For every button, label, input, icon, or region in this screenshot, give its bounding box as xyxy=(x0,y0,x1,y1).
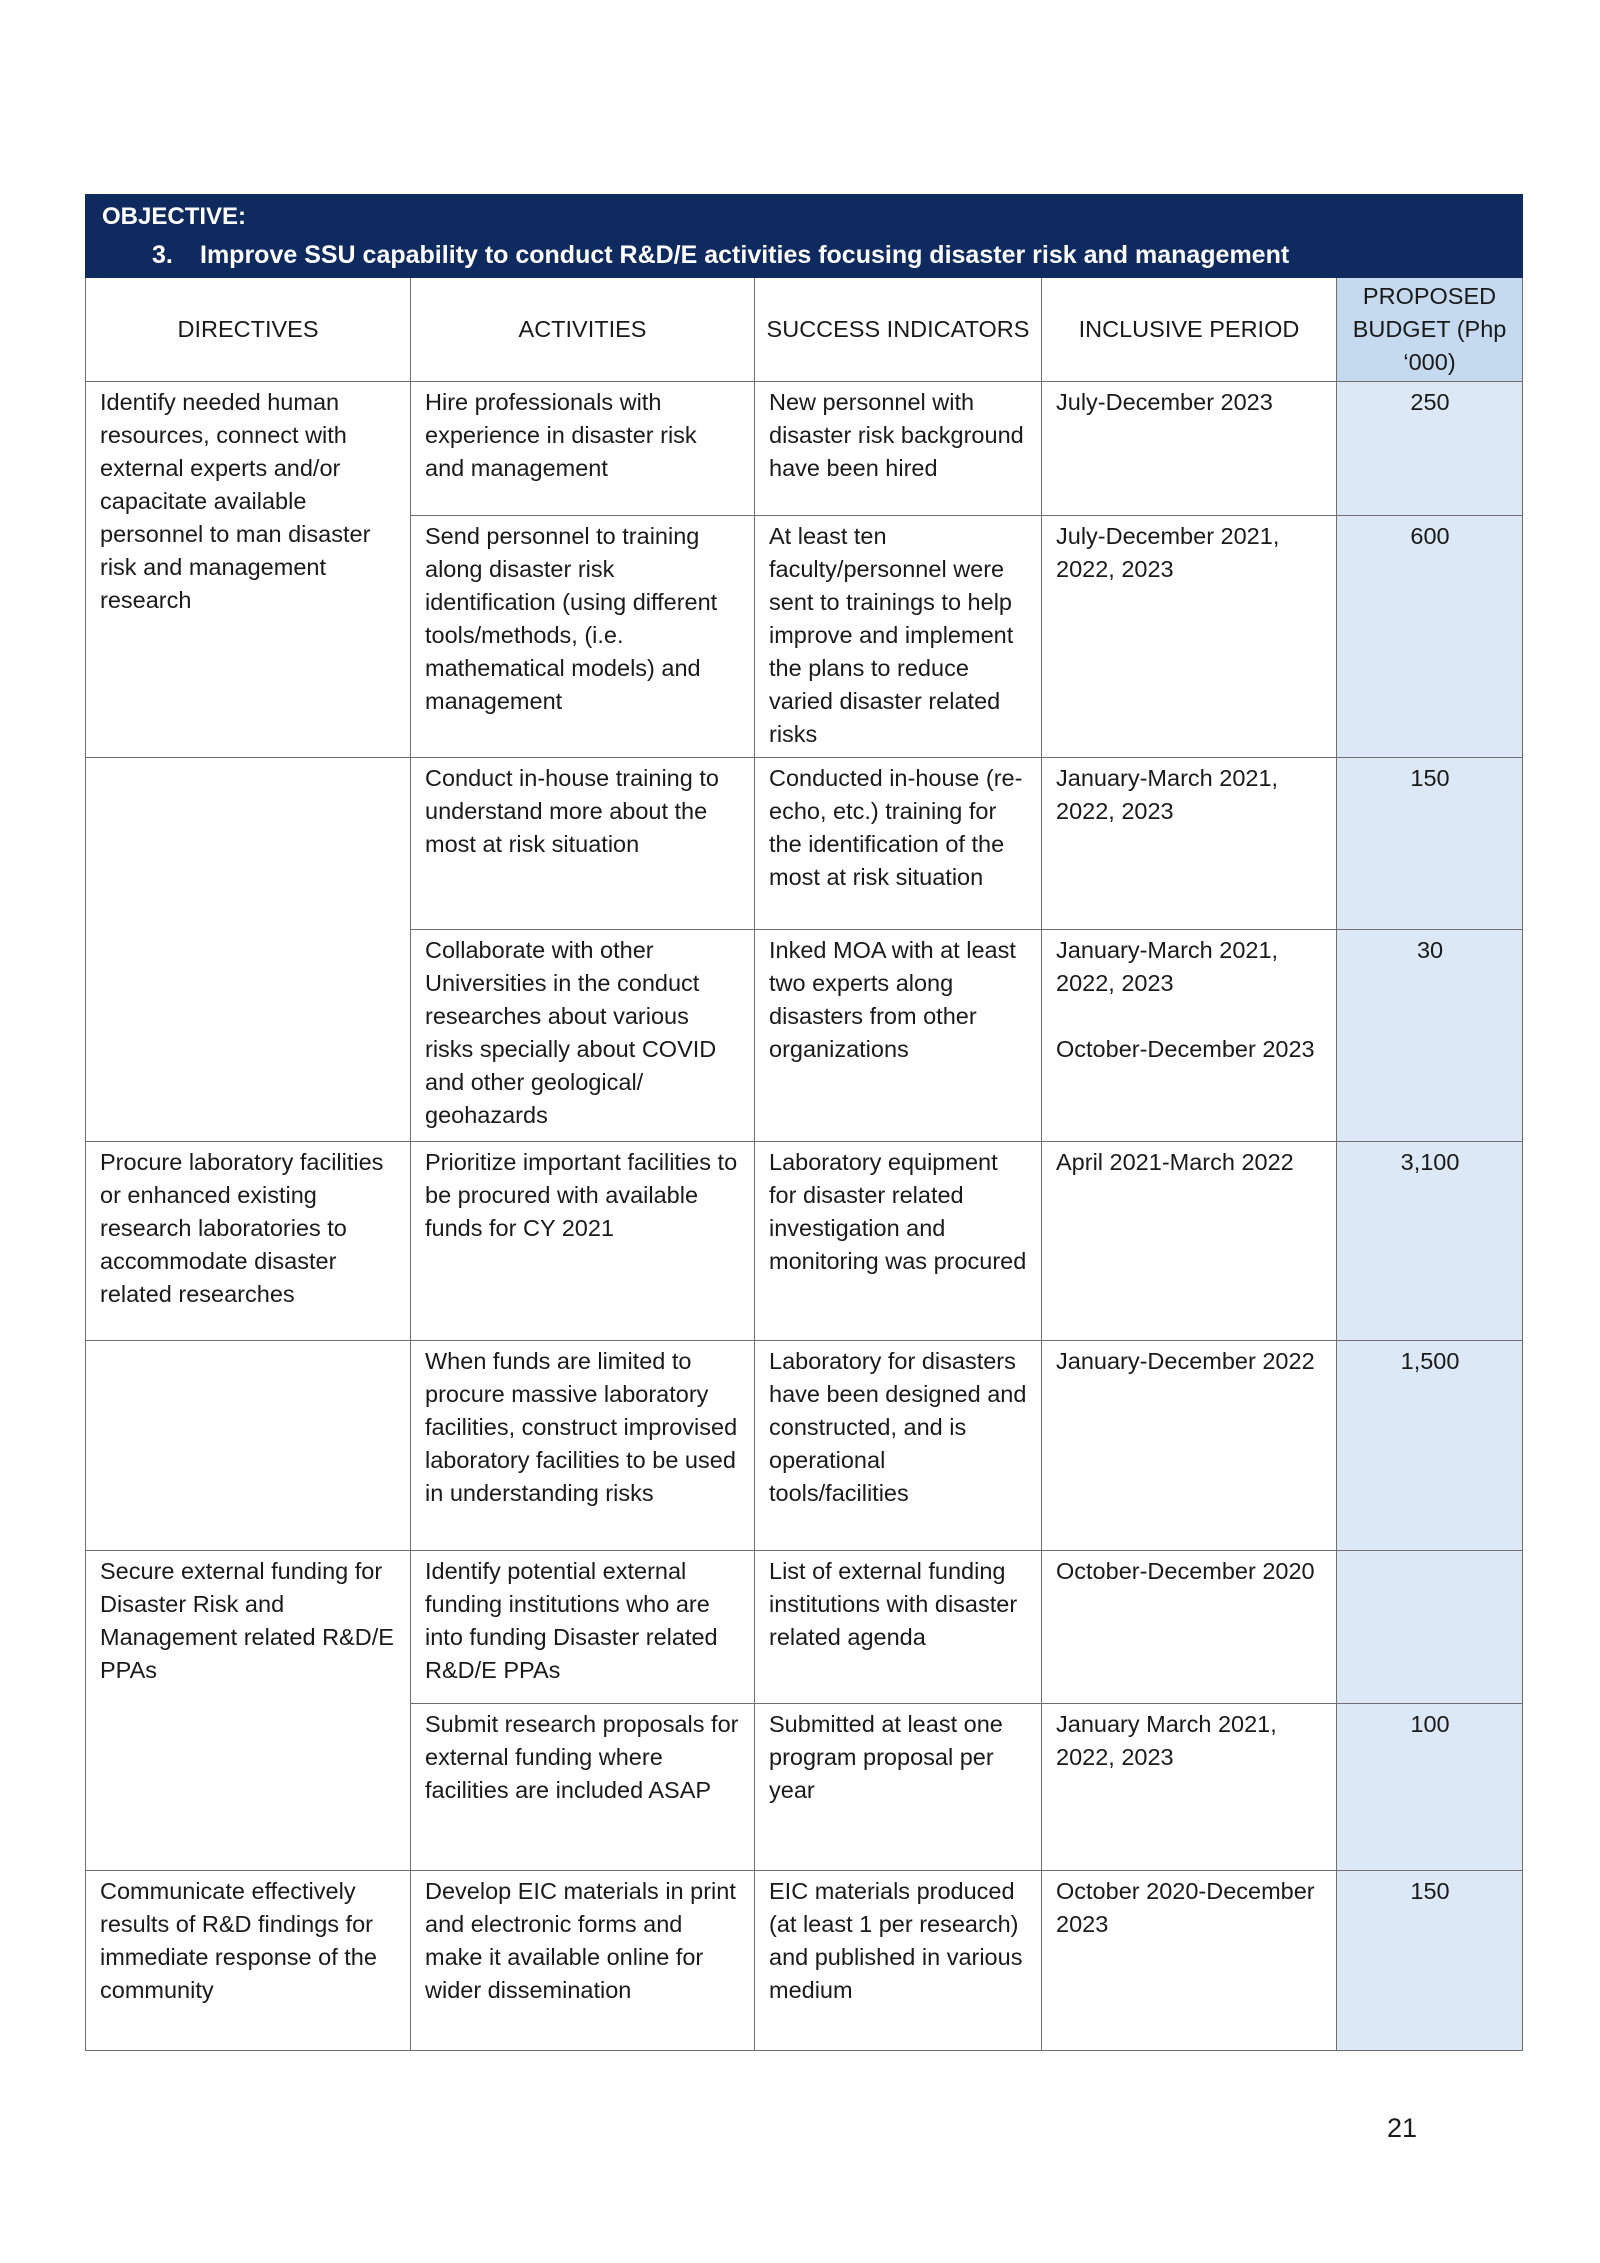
directive-cell-empty xyxy=(86,758,411,1142)
col-header-success-indicators: SUCCESS INDICATORS xyxy=(755,278,1042,382)
success-indicator-cell: Inked MOA with at least two experts along disasters from other organizations xyxy=(755,930,1042,1142)
period-cell: January-March 2021, 2022, 2023 xyxy=(1042,758,1337,930)
table-row xyxy=(86,1871,1523,2051)
success-indicator-cell: New personnel with disaster risk background have been hired xyxy=(755,382,1042,516)
directive-cell-empty xyxy=(86,1341,411,1551)
success-indicator-cell: List of external funding institutions with disaster related agenda xyxy=(755,1551,1042,1704)
objective-statement: Improve SSU capability to conduct R&D/E activities focusing disaster risk and management xyxy=(200,241,1290,269)
budget-cell: 150 xyxy=(1337,1871,1523,2051)
activity-cell: Hire professionals with experience in disaster risk and management xyxy=(411,382,755,516)
activity-cell: Conduct in-house training to understand more about the most at risk situation xyxy=(411,758,755,930)
success-indicator-cell: Submitted at least one program proposal per year xyxy=(755,1704,1042,1871)
objective-header xyxy=(86,195,1523,278)
period-text-extra: October-December 2023 xyxy=(1056,1036,1315,1062)
directive-cell: Secure external funding for Disaster Risk and Management related R&D/E PPAs xyxy=(86,1551,411,1871)
page-number: 21 xyxy=(1387,2113,1418,2143)
period-cell: January March 2021, 2022, 2023 xyxy=(1042,1704,1337,1871)
col-header-inclusive-period: INCLUSIVE PERIOD xyxy=(1042,278,1337,382)
col-header-activities: ACTIVITIES xyxy=(411,278,755,382)
budget-cell: 600 xyxy=(1337,516,1523,758)
activity-cell: Collaborate with other Universities in the conduct researches about various risks specially about COVID and other geological/ geohazards xyxy=(411,930,755,1142)
activity-cell: Submit research proposals for external funding where facilities are included ASAP xyxy=(411,1704,755,1871)
period-cell: July-December 2021, 2022, 2023 xyxy=(1042,516,1337,758)
column-header-row xyxy=(86,278,1523,382)
period-cell: January-December 2022 xyxy=(1042,1341,1337,1551)
directive-cell: Procure laboratory facilities or enhanced existing research laboratories to accommodate disaster related researches xyxy=(86,1142,411,1341)
objective-table xyxy=(85,194,1523,2051)
table-row xyxy=(86,1142,1523,1341)
objective-text xyxy=(102,236,1508,274)
col-header-proposed-budget: PROPOSED BUDGET (Php ‘000) xyxy=(1337,278,1523,382)
activity-cell: Prioritize important facilities to be procured with available funds for CY 2021 xyxy=(411,1142,755,1341)
period-cell: April 2021-March 2022 xyxy=(1042,1142,1337,1341)
period-cell: October-December 2020 xyxy=(1042,1551,1337,1704)
activity-cell: Send personnel to training along disaster risk identification (using different tools/methods, (i.e. mathematical models) and management xyxy=(411,516,755,758)
period-cell: October 2020-December 2023 xyxy=(1042,1871,1337,2051)
table-row xyxy=(86,1551,1523,1704)
objective-label: OBJECTIVE: xyxy=(102,203,247,230)
period-text: January-March 2021, 2022, 2023 xyxy=(1056,937,1279,996)
table-row xyxy=(86,382,1523,516)
objective-number: 3. xyxy=(152,241,173,269)
budget-cell: 100 xyxy=(1337,1704,1523,1871)
directive-cell: Identify needed human resources, connect with external experts and/or capacitate available personnel to man disaster risk and management research xyxy=(86,382,411,758)
activity-cell: Identify potential external funding institutions who are into funding Disaster related R&D/E PPAs xyxy=(411,1551,755,1704)
budget-cell: 1,500 xyxy=(1337,1341,1523,1551)
success-indicator-cell: Laboratory for disasters have been designed and constructed, and is operational tools/facilities xyxy=(755,1341,1042,1551)
directive-cell: Communicate effectively results of R&D findings for immediate response of the community xyxy=(86,1871,411,2051)
budget-cell: 30 xyxy=(1337,930,1523,1142)
success-indicator-cell: At least ten faculty/personnel were sent to trainings to help improve and implement the plans to reduce varied disaster related risks xyxy=(755,516,1042,758)
budget-cell: 150 xyxy=(1337,758,1523,930)
activity-cell: When funds are limited to procure massive laboratory facilities, construct improvised laboratory facilities to be used in understanding risks xyxy=(411,1341,755,1551)
table-row xyxy=(86,1341,1523,1551)
success-indicator-cell: Conducted in-house (re-echo, etc.) training for the identification of the most at risk situation xyxy=(755,758,1042,930)
period-cell xyxy=(1042,930,1337,1142)
table-row xyxy=(86,758,1523,930)
objective-header-row xyxy=(86,195,1523,278)
success-indicator-cell: EIC materials produced (at least 1 per research) and published in various medium xyxy=(755,1871,1042,2051)
budget-cell xyxy=(1337,1551,1523,1704)
budget-cell: 250 xyxy=(1337,382,1523,516)
col-header-directives: DIRECTIVES xyxy=(86,278,411,382)
period-cell: July-December 2023 xyxy=(1042,382,1337,516)
budget-cell: 3,100 xyxy=(1337,1142,1523,1341)
success-indicator-cell: Laboratory equipment for disaster related investigation and monitoring was procured xyxy=(755,1142,1042,1341)
activity-cell: Develop EIC materials in print and electronic forms and make it available online for wider dissemination xyxy=(411,1871,755,2051)
